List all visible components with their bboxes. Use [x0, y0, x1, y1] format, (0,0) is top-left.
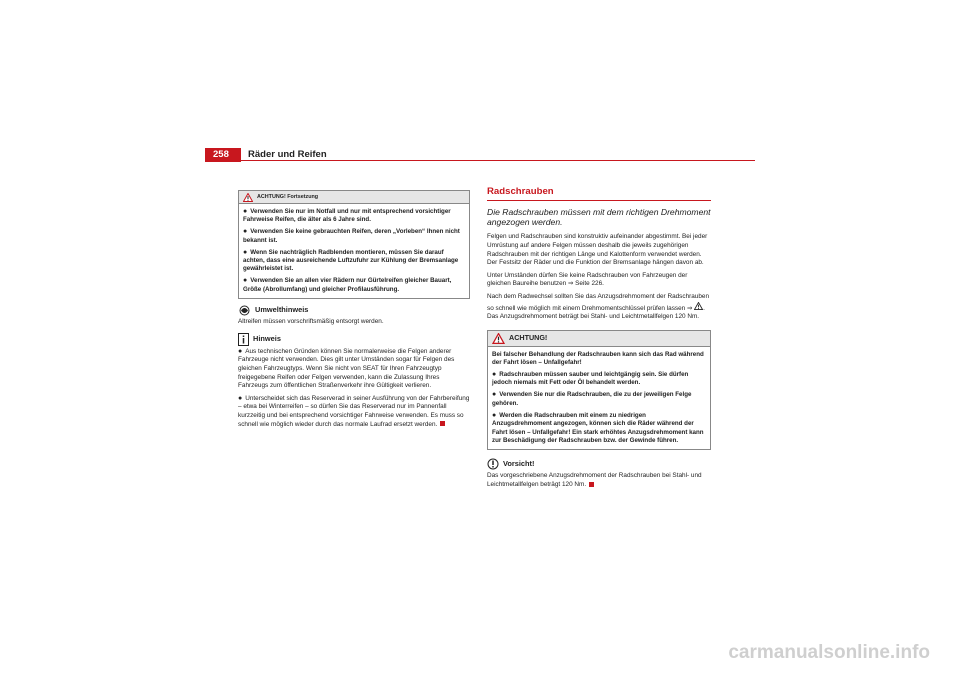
warning-box-header: [239, 191, 469, 204]
warning-box-body: [239, 204, 469, 298]
bullet-icon: ●: [492, 371, 497, 379]
list-item: ● Aus technischen Gründen können Sie normalerweise die Felgen anderer Fahrzeuge nicht verwenden. Dies gilt unter Umständen sogar für Felgen des gleichen Fahrzeugtyps. Wenn Sie nicht von SEAT für Ihren Fahrzeugtyp freigegebene Reifen oder Felgen verwenden, kann die Zulassung Ihres Fahrzeugs zum öffentlichen Straßenverkehr ihre Gültigkeit verlieren.: [238, 347, 455, 390]
bullet-icon: ●: [492, 411, 497, 419]
warning-intro: Bei falscher Behandlung der Radschrauben kann sich das Rad während der Fahrt lösen – Unfallgefahr!: [492, 350, 704, 367]
bullet-icon: ●: [238, 394, 243, 402]
environment-icon: [238, 305, 251, 316]
paragraph: Felgen und Radschrauben sind konstruktiv aufeinander abgestimmt. Bei jeder Umrüstung auf andere Felgen müssen deshalb die jeweils zugehörigen Radschrauben mit der richtigen Länge und Kalottenform verwendet werden. Der Festsitz der Räder und die Funktion der Bremsanlage hängen davon ab.: [487, 233, 708, 267]
paragraph: Unter Umständen dürfen Sie keine Radschrauben von Fahrzeugen der gleichen Baureihe benutzen ⇒ Seite 226.: [487, 271, 688, 288]
end-of-section-mark: [440, 421, 445, 426]
list-item: ● Verwenden Sie nur im Notfall und nur mit entsprechend vorsichtiger Fahrweise Reifen, die älter als 6 Jahre sind.: [243, 208, 451, 224]
section-lead: Die Radschrauben müssen mit dem richtigen Drehmoment angezogen werden.: [487, 206, 711, 227]
right-column: [487, 188, 711, 494]
paragraph: Nach dem Radwechsel sollten Sie das Anzugsdrehmoment der Radschrauben so schnell wie möglich mit einem Drehmomentschlüssel prüfen lassen ⇒ . Das Anzugsdrehmoment beträgt bei Stahl- und Leichtmetallfelgen 120 Nm.: [487, 292, 710, 321]
left-column: [238, 190, 470, 433]
warning-box-continued: [238, 190, 470, 299]
warning-triangle-icon: [243, 193, 253, 202]
list-item: ● Werden die Radschrauben mit einem zu niedrigen Anzugsdrehmoment angezogen, können sich die Räder während der Fahrt lösen – Unfallgefahr! Ein stark erhöhtes Anzugsdrehmoment kann zur Beschädigung der Radschrauben bzw. der Gewinde führen.: [492, 411, 704, 444]
warning-box: [487, 330, 711, 451]
end-of-section-mark: [589, 482, 594, 487]
heading-rule: [487, 200, 711, 201]
caution-text: Das vorgeschriebene Anzugsdrehmoment der Radschrauben bei Stahl- und Leichtmetallfelgen beträgt 120 Nm.: [487, 472, 702, 488]
warning-triangle-icon: [492, 333, 505, 344]
list-item: ● Radschrauben müssen sauber und leichtgängig sein. Sie dürfen jedoch niemals mit Fett oder Öl behandelt werden.: [492, 371, 689, 387]
section-heading: Radschrauben: [487, 186, 554, 197]
watermark: carmanualsonline.info: [728, 642, 930, 663]
list-item: ● Verwenden Sie keine gebrauchten Reifen, deren „Vorleben“ Ihnen nicht bekannt ist.: [243, 228, 460, 244]
warning-box-title: ACHTUNG!: [509, 332, 548, 342]
bullet-icon: ●: [243, 248, 248, 256]
warning-box-title: ACHTUNG! Fortsetzung: [257, 193, 319, 200]
environment-note-title: Umwelthinweis: [238, 305, 470, 316]
list-item: ● Verwenden Sie nur die Radschrauben, die zu der jeweiligen Felge gehören.: [492, 391, 692, 407]
list-item: ● Verwenden Sie an allen vier Rädern nur Gürtelreifen gleicher Bauart, Größe (Abrollumfang) und gleicher Profilausführung.: [243, 277, 452, 293]
warning-triangle-icon: [694, 302, 703, 310]
warning-box-header: [488, 331, 710, 347]
bullet-icon: ●: [238, 347, 243, 355]
list-item: ● Unterscheidet sich das Reserverad in seiner Ausführung von der Fahrbereifung – etwa bei Winterreifen – so dürfen Sie das Reserverad nur im Pannenfall kurzzeitig und bei entsprechend vorsichtiger Fahrweise verwenden. Es muss so schnell wie möglich wieder durch das normale Laufrad ersetzt werden.: [238, 394, 470, 428]
warning-box-body: [488, 347, 710, 450]
bullet-icon: ●: [243, 228, 248, 236]
page-number: 258: [213, 149, 229, 160]
bullet-icon: ●: [243, 208, 248, 215]
page-header: [205, 148, 755, 162]
environment-note-text: Altreifen müssen vorschriftsmäßig entsorgt werden.: [238, 318, 384, 326]
note-title: Hinweis: [238, 333, 470, 346]
caution-icon: [487, 458, 499, 470]
info-note-icon: [238, 333, 249, 346]
caution-title: Vorsicht!: [487, 458, 711, 470]
bullet-icon: ●: [243, 277, 248, 285]
running-title: Räder und Reifen: [248, 149, 327, 160]
bullet-icon: ●: [492, 391, 497, 399]
list-item: ● Wenn Sie nachträglich Radblenden montieren, müssen Sie darauf achten, dass eine ausreichende Luftzufuhr zur Kühlung der Bremsanlage gewährleistet ist.: [243, 248, 459, 273]
